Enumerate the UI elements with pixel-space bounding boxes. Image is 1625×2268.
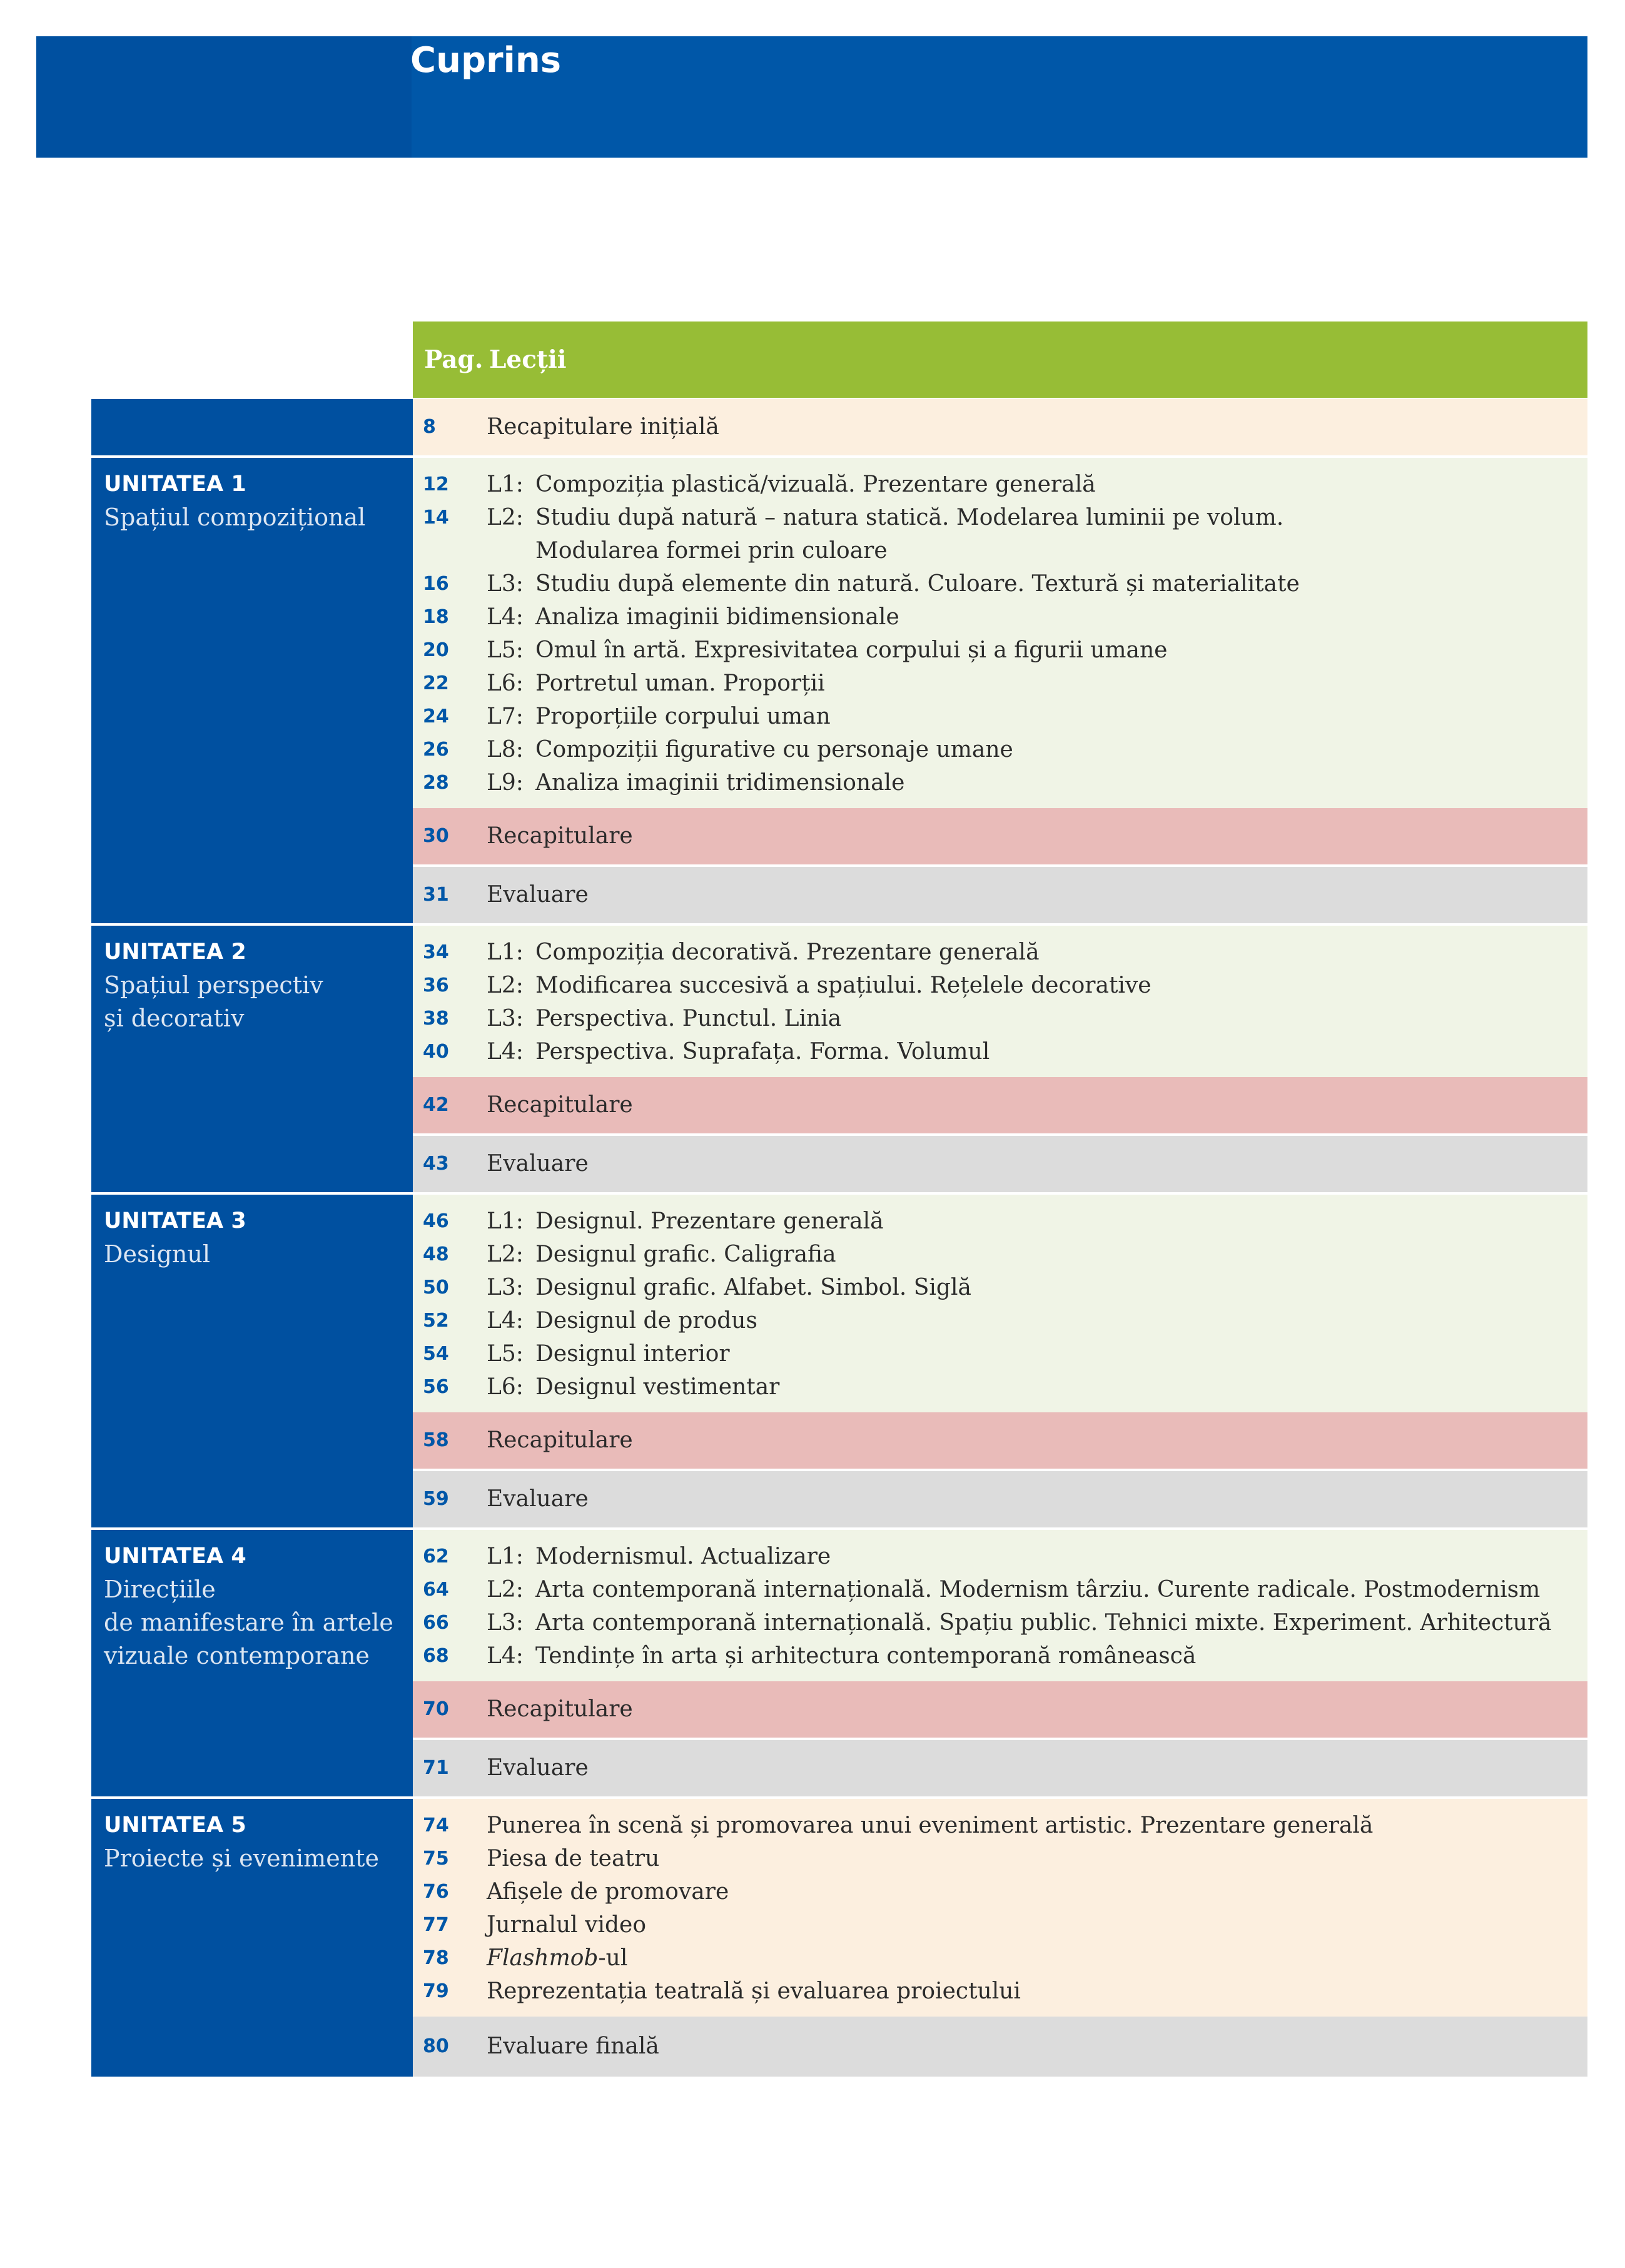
lesson-title: Compoziția plastică/vizuală. Prezentare generală bbox=[535, 472, 1096, 497]
page-number: 30 bbox=[423, 825, 449, 847]
lesson-title: Reprezentația teatrală și evaluarea proiectului bbox=[487, 1978, 1021, 2004]
page-number: 48 bbox=[423, 1243, 449, 1265]
page-number: 34 bbox=[423, 941, 449, 963]
page-number: 14 bbox=[423, 507, 449, 529]
lesson-entry[interactable] bbox=[413, 1606, 1587, 1639]
recap-row[interactable] bbox=[413, 808, 1587, 864]
lesson-title: Compoziția decorativă. Prezentare generală bbox=[535, 939, 1040, 965]
lesson-title: Tendințe în arta și arhitectura contemporană românească bbox=[535, 1643, 1197, 1669]
page-number: 31 bbox=[423, 884, 449, 906]
page-number: 28 bbox=[423, 772, 449, 794]
entry-title: Recapitulare bbox=[487, 1696, 633, 1722]
recap-row[interactable] bbox=[413, 1412, 1587, 1469]
unit-name: Spațiul perspectiv bbox=[104, 971, 323, 999]
lesson-title: Studiu după natură – natura statică. Modelarea luminii pe volum. bbox=[535, 505, 1284, 530]
lesson-entry[interactable] bbox=[413, 1205, 1587, 1238]
entry-title: Recapitulare inițială bbox=[487, 414, 719, 440]
lesson-title: Designul de produs bbox=[535, 1308, 757, 1334]
page-number: 43 bbox=[423, 1153, 449, 1175]
page-number: 8 bbox=[423, 416, 436, 438]
page-number: 62 bbox=[423, 1546, 449, 1567]
lesson-entry[interactable] bbox=[413, 1573, 1587, 1606]
lessons-block bbox=[413, 1530, 1587, 1681]
evaluation-row[interactable] bbox=[413, 1471, 1587, 1527]
lesson-entry[interactable] bbox=[413, 1842, 1587, 1875]
lesson-entry[interactable] bbox=[413, 1875, 1587, 1908]
lesson-code: L3: bbox=[487, 1006, 524, 1031]
lesson-code: L4: bbox=[487, 1308, 524, 1334]
lessons-block bbox=[413, 1195, 1587, 1412]
lesson-title: Jurnalul video bbox=[487, 1912, 647, 1938]
lesson-title: Analiza imaginii tridimensionale bbox=[535, 770, 905, 796]
intro-unit-cell bbox=[91, 399, 413, 455]
page-number: 56 bbox=[423, 1376, 449, 1398]
entry-title: Evaluare bbox=[487, 1151, 589, 1177]
lesson-code: L1: bbox=[487, 939, 524, 965]
unit-name: Direcțiile bbox=[104, 1576, 216, 1603]
lesson-title: Arta contemporană internațională. Spațiu public. Tehnici mixte. Experiment. Arhitectură bbox=[535, 1610, 1552, 1636]
page-number: 59 bbox=[423, 1488, 449, 1510]
page-number: 40 bbox=[423, 1041, 449, 1063]
lesson-entry[interactable] bbox=[413, 1809, 1587, 1842]
entry-title: Recapitulare bbox=[487, 1092, 633, 1118]
lesson-title: Proporțiile corpului uman bbox=[535, 704, 831, 729]
lesson-entry[interactable] bbox=[413, 468, 1587, 501]
lesson-title: Modularea formei prin culoare bbox=[535, 538, 888, 564]
lesson-entry[interactable] bbox=[413, 1337, 1587, 1370]
lesson-code: L1: bbox=[487, 1208, 524, 1234]
lesson-code: L2: bbox=[487, 973, 524, 998]
lesson-title: Flashmob-ul bbox=[487, 1945, 628, 1971]
lesson-title: Studiu după elemente din natură. Culoare. Textură și materialitate bbox=[535, 571, 1300, 597]
lesson-title: Designul vestimentar bbox=[535, 1374, 780, 1400]
evaluation-row[interactable] bbox=[413, 1136, 1587, 1192]
lesson-code: L2: bbox=[487, 1577, 524, 1602]
lesson-code: L6: bbox=[487, 1374, 524, 1400]
page-number: 58 bbox=[423, 1429, 449, 1451]
lesson-entry[interactable] bbox=[413, 1540, 1587, 1573]
header-left-block bbox=[36, 36, 412, 158]
page-number: 12 bbox=[423, 473, 449, 495]
page-number: 20 bbox=[423, 639, 449, 661]
lesson-code: L5: bbox=[487, 637, 524, 663]
lesson-entry[interactable] bbox=[413, 501, 1587, 534]
lesson-entry[interactable] bbox=[413, 1238, 1587, 1271]
lesson-entry[interactable] bbox=[413, 1975, 1587, 2008]
lesson-entry[interactable] bbox=[413, 1304, 1587, 1337]
lesson-code: L4: bbox=[487, 1643, 524, 1669]
lesson-code: L4: bbox=[487, 604, 524, 630]
page-number: 74 bbox=[423, 1815, 449, 1836]
unit-cell bbox=[91, 926, 413, 1192]
evaluation-row[interactable] bbox=[413, 1740, 1587, 1796]
page-number: 77 bbox=[423, 1914, 449, 1936]
page-number: 42 bbox=[423, 1094, 449, 1116]
lesson-title: Omul în artă. Expresivitatea corpului și a figurii umane bbox=[535, 637, 1168, 663]
lesson-title: Arta contemporană internațională. Modernism târziu. Curente radicale. Postmodernism bbox=[535, 1577, 1541, 1602]
lesson-entry[interactable] bbox=[413, 667, 1587, 700]
page-number: 26 bbox=[423, 739, 449, 761]
page-number: 71 bbox=[423, 1757, 449, 1779]
lesson-title: Afișele de promovare bbox=[487, 1879, 729, 1905]
table-header bbox=[413, 321, 1587, 398]
unit-label: UNITATEA 3 bbox=[104, 1208, 246, 1233]
lesson-entry[interactable] bbox=[413, 1370, 1587, 1404]
lesson-code: L1: bbox=[487, 1544, 524, 1569]
unit-name: vizuale contemporane bbox=[104, 1642, 370, 1669]
lessons-block bbox=[413, 1799, 1587, 2017]
lesson-code: L1: bbox=[487, 472, 524, 497]
lessons-block bbox=[413, 926, 1587, 1077]
recap-row[interactable] bbox=[413, 1077, 1587, 1133]
page-number: 22 bbox=[423, 672, 449, 694]
page-number: 78 bbox=[423, 1947, 449, 1969]
page-number: 70 bbox=[423, 1698, 449, 1720]
page-number: 76 bbox=[423, 1881, 449, 1903]
lesson-code: L6: bbox=[487, 671, 524, 696]
page-number: 46 bbox=[423, 1210, 449, 1232]
lesson-entry[interactable] bbox=[413, 700, 1587, 733]
lesson-entry[interactable] bbox=[413, 1035, 1587, 1068]
unit-name: de manifestare în artele bbox=[104, 1609, 393, 1636]
page-number: 18 bbox=[423, 606, 449, 628]
entry-title: Evaluare bbox=[487, 1755, 589, 1781]
lesson-code: L7: bbox=[487, 704, 524, 729]
page-number: 66 bbox=[423, 1612, 449, 1634]
lesson-entry[interactable] bbox=[413, 733, 1587, 766]
entry-title: Evaluare bbox=[487, 1486, 589, 1512]
lesson-entry[interactable] bbox=[413, 1941, 1587, 1975]
page-number: 50 bbox=[423, 1277, 449, 1299]
column-header-pag: Pag. bbox=[424, 345, 483, 374]
lesson-code: L3: bbox=[487, 1610, 524, 1636]
lesson-entry[interactable] bbox=[413, 969, 1587, 1002]
page-number: 36 bbox=[423, 975, 449, 996]
evaluation-row[interactable] bbox=[413, 867, 1587, 923]
lesson-title: Designul. Prezentare generală bbox=[535, 1208, 884, 1234]
lesson-code: L8: bbox=[487, 737, 524, 762]
unit-name: Spațiul compozițional bbox=[104, 504, 366, 531]
page-number: 64 bbox=[423, 1579, 449, 1601]
lesson-entry[interactable] bbox=[413, 634, 1587, 667]
unit-name: și decorativ bbox=[104, 1005, 245, 1032]
lesson-entry[interactable] bbox=[413, 1908, 1587, 1941]
page-number: 52 bbox=[423, 1310, 449, 1332]
lesson-code: L2: bbox=[487, 505, 524, 530]
lesson-title: Designul interior bbox=[535, 1341, 730, 1367]
entry-title: Recapitulare bbox=[487, 1427, 633, 1453]
unit-cell bbox=[91, 1530, 413, 1796]
page-number: 24 bbox=[423, 706, 449, 727]
lesson-code: L3: bbox=[487, 1275, 524, 1300]
final-evaluation-row[interactable] bbox=[413, 2017, 1587, 2077]
lesson-code: L9: bbox=[487, 770, 524, 796]
lesson-title: Modernismul. Actualizare bbox=[535, 1544, 831, 1569]
unit-name: Proiecte și evenimente bbox=[104, 1845, 379, 1872]
page-number: 54 bbox=[423, 1343, 449, 1365]
page-title: Cuprins bbox=[410, 40, 562, 81]
lesson-code: L2: bbox=[487, 1242, 524, 1267]
column-header-lectii: Lecții bbox=[489, 345, 567, 374]
lesson-entry[interactable] bbox=[413, 1639, 1587, 1673]
lesson-title-continuation bbox=[413, 534, 1587, 567]
lesson-title: Piesa de teatru bbox=[487, 1846, 660, 1871]
page-number: 16 bbox=[423, 573, 449, 595]
lesson-title: Designul grafic. Caligrafia bbox=[535, 1242, 836, 1267]
page-number: 68 bbox=[423, 1645, 449, 1667]
unit-label: UNITATEA 4 bbox=[104, 1544, 246, 1569]
header-band bbox=[36, 36, 1587, 158]
lessons-block bbox=[413, 458, 1587, 808]
lesson-entry[interactable] bbox=[413, 936, 1587, 969]
unit-cell bbox=[91, 1195, 413, 1527]
lesson-title: Perspectiva. Punctul. Linia bbox=[535, 1006, 842, 1031]
entry-title: Evaluare finală bbox=[487, 2033, 659, 2059]
recap-row[interactable] bbox=[413, 1681, 1587, 1738]
lesson-title: Analiza imaginii bidimensionale bbox=[535, 604, 899, 630]
page-number: 75 bbox=[423, 1848, 449, 1870]
lesson-code: L3: bbox=[487, 571, 524, 597]
page-number: 79 bbox=[423, 1980, 449, 2002]
page-number: 80 bbox=[423, 2035, 449, 2057]
lesson-entry[interactable] bbox=[413, 567, 1587, 600]
unit-label: UNITATEA 5 bbox=[104, 1813, 246, 1838]
lesson-entry[interactable] bbox=[413, 1002, 1587, 1035]
lesson-title: Punerea în scenă și promovarea unui eveniment artistic. Prezentare generală bbox=[487, 1813, 1374, 1838]
lesson-entry[interactable] bbox=[413, 1271, 1587, 1304]
lesson-code: L4: bbox=[487, 1039, 524, 1065]
lesson-title: Modificarea succesivă a spațiului. Rețelele decorative bbox=[535, 973, 1152, 998]
lesson-code: L5: bbox=[487, 1341, 524, 1367]
lesson-entry[interactable] bbox=[413, 766, 1587, 799]
entry-title: Recapitulare bbox=[487, 823, 633, 849]
unit-label: UNITATEA 2 bbox=[104, 939, 246, 964]
unit-name: Designul bbox=[104, 1240, 211, 1268]
lesson-entry[interactable] bbox=[413, 600, 1587, 634]
unit-label: UNITATEA 1 bbox=[104, 472, 246, 497]
unit-cell bbox=[91, 458, 413, 923]
lesson-title: Compoziții figurative cu personaje umane bbox=[535, 737, 1013, 762]
intro-row[interactable] bbox=[413, 399, 1587, 455]
page-number: 38 bbox=[423, 1008, 449, 1030]
entry-title: Evaluare bbox=[487, 882, 589, 908]
lesson-title: Portretul uman. Proporții bbox=[535, 671, 825, 696]
lesson-title: Designul grafic. Alfabet. Simbol. Siglă bbox=[535, 1275, 971, 1300]
unit-cell bbox=[91, 1799, 413, 2077]
lesson-title: Perspectiva. Suprafața. Forma. Volumul bbox=[535, 1039, 990, 1065]
